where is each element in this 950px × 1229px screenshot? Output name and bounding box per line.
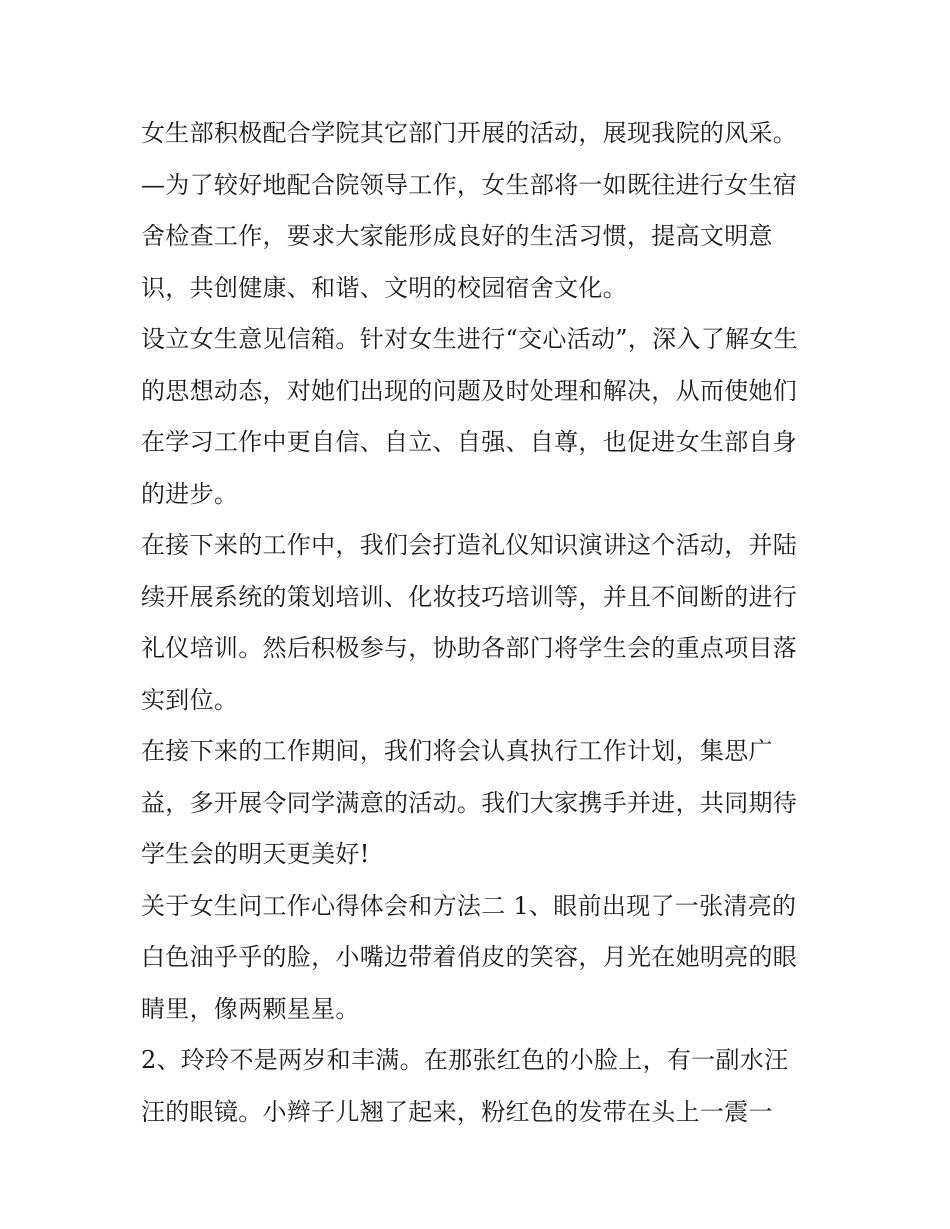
text-line: 的思想动态，对她们出现的问题及时处理和解决，从而使她们 bbox=[141, 376, 798, 405]
text-line: 汪的眼镜。小辫子儿翘了起来，粉红色的发带在头上一震一 bbox=[141, 1097, 773, 1126]
text-line: 益，多开展令同学满意的活动。我们大家携手并进，共同期待 bbox=[141, 788, 798, 817]
text-line: 在接下来的工作期间，我们将会认真执行工作计划，集思广 bbox=[141, 737, 773, 765]
document-body bbox=[141, 108, 821, 1138]
text-line: 在学习工作中更自信、自立、自强、自尊，也促进女生部自身 bbox=[141, 428, 798, 456]
text-line: 睛里，像两颗星星。 bbox=[141, 994, 360, 1023]
text-line: 续开展系统的策划培训、化妆技巧培训等，并且不间断的进行 bbox=[141, 582, 798, 611]
text-line: 实到位。 bbox=[141, 685, 239, 714]
text-line: 2、玲玲不是两岁和丰满。在那张红色的小脸上，有一副水汪 bbox=[141, 1046, 789, 1074]
text-line: —为了较好地配合院领导工作，女生部将一如既往进行女生宿 bbox=[141, 170, 798, 199]
text-line: 女生部积极配合学院其它部门开展的活动，展现我院的风采。 bbox=[141, 119, 798, 147]
text-line: 在接下来的工作中，我们会打造礼仪知识演讲这个活动，并陆 bbox=[141, 531, 798, 559]
text-line: 舍检查工作，要求大家能形成良好的生活习惯，提高文明意 bbox=[141, 222, 773, 250]
text-line: 白色油乎乎的脸，小嘴边带着俏皮的笑容，月光在她明亮的眼 bbox=[141, 943, 798, 971]
text-line: 设立女生意见信箱。针对女生进行“交心活动”，深入了解女生 bbox=[141, 325, 798, 353]
text-line: 关于女生问工作心得体会和方法二 1、眼前出现了一张清亮的 bbox=[141, 891, 797, 920]
text-line: 学生会的明天更美好! bbox=[141, 840, 370, 868]
text-line: 礼仪培训。然后积极参与，协助各部门将学生会的重点项目落 bbox=[141, 634, 798, 662]
text-line: 识，共创健康、和谐、文明的校园宿舍文化。 bbox=[141, 273, 627, 302]
text-line: 的进步。 bbox=[141, 479, 239, 508]
